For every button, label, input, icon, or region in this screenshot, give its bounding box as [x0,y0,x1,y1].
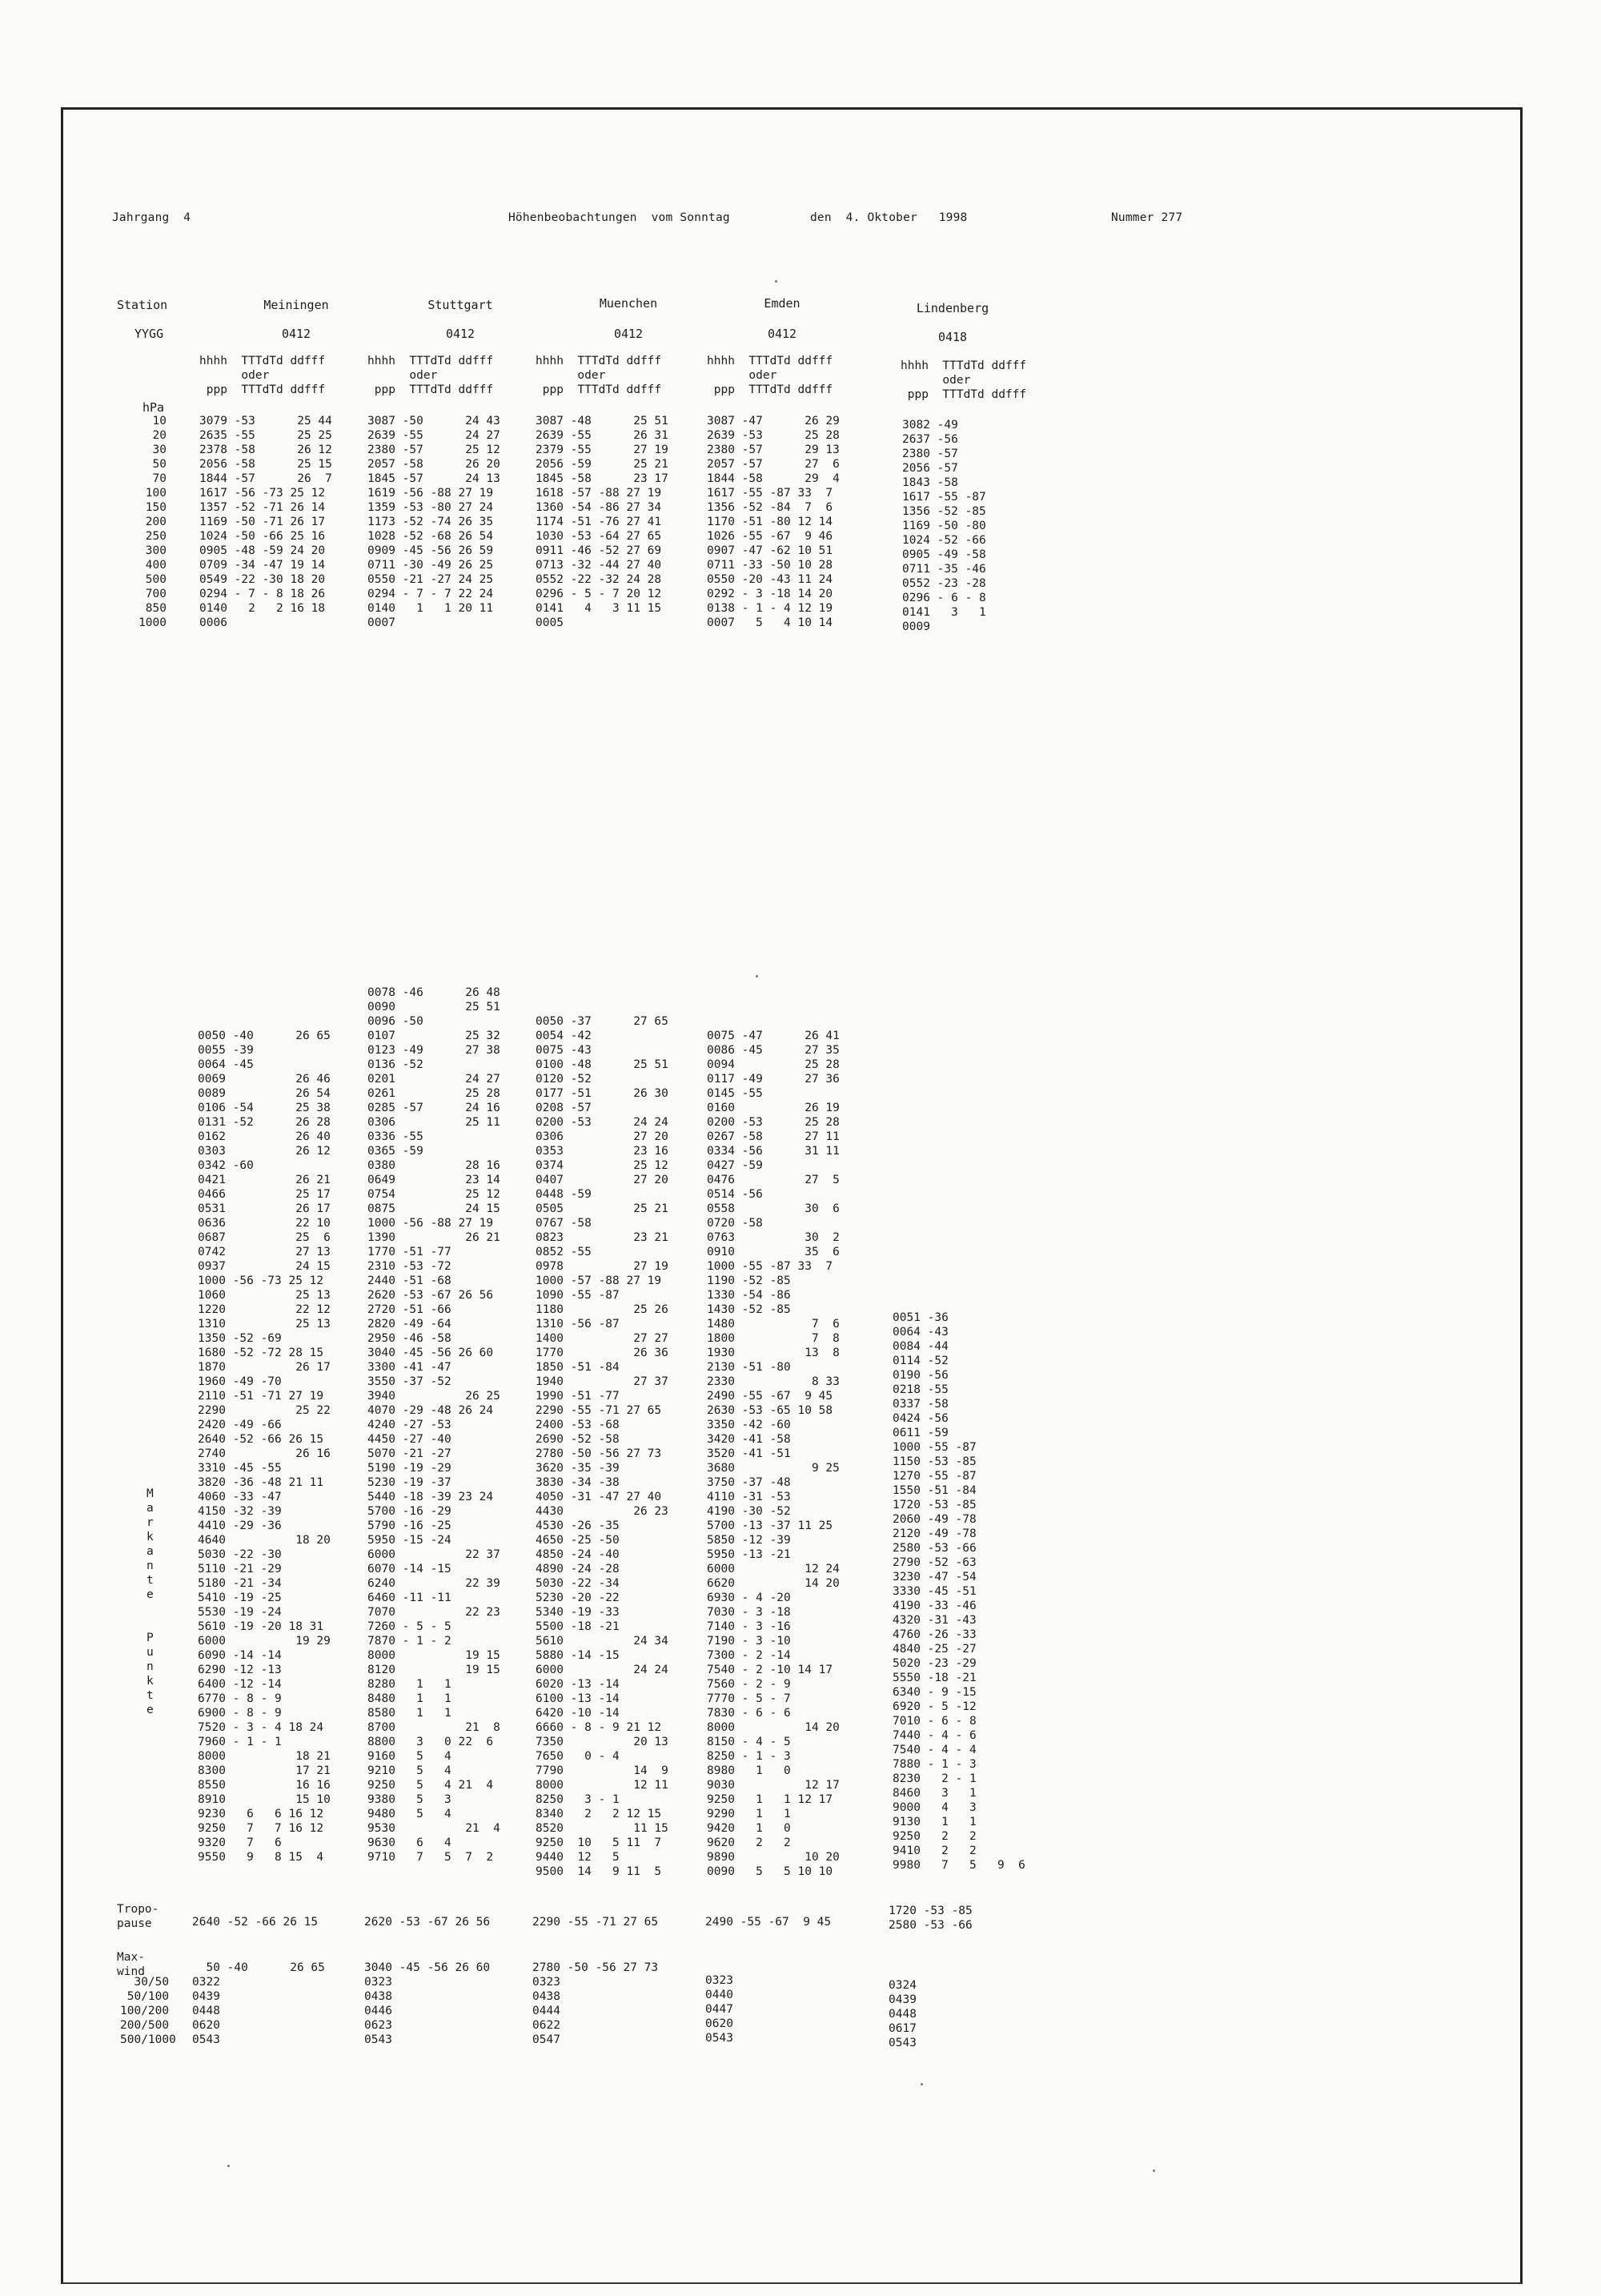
levels-meiningen: 3079 -53 25 44 2635 -55 25 25 2378 -58 26 12 2056 -58 25 15 1844 -57 26 7 1617 -56 -73 25 12 1357 -52 -71 26 14 1169 -50 -71 26 17 1024 -50 -66 25 16 0905 -48 -59 24 20 0709 -34 -47 19 14 0549 -22 -30 18 20 0294 - 7 - 8 18 26 0140 2 2 16 18 0006 [199,415,332,629]
station-name-lindenberg: Lindenberg [916,301,989,315]
scan-speck [921,2083,923,2085]
levels-emden: 3087 -47 26 29 2639 -53 25 28 2380 -57 29 13 2057 -57 27 6 1844 -58 29 4 1617 -55 -87 33 7 1356 -52 -84 7 6 1170 -51 -80 12 14 1026 -55 -67 9 46 0907 -47 -62 10 51 0711 -33 -50 10 28 0550 -20 -43 11 24 0292 - 3 -18 14 20 0138 - 1 - 4 12 19 0007 5 4 10 14 [707,415,840,629]
station-name-meiningen: Meiningen [263,298,329,312]
col-header-meiningen: hhhh TTTdTd ddfff oder ppp TTTdTd ddfff [199,355,326,396]
sig-points-lindenberg: 0051 -36 0064 -43 0084 -44 0114 -52 0190 -56 0218 -55 0337 -58 0424 -56 0611 -59 1000 -55 -87 1150 -53 -85 1270 -55 -87 1550 -51 -84 1720 -53 -85 2060 -49 -78 2120 -49 -78 2580 -53 -66 2790 -52 -63 3230 -47 -54 3330 -45 -51 4190 -33 -46 4320 -31 -43 4760 -26 -33 4840 -25 -27 5020 -23 -29 5550 -18 -21 6340 - 9 -15 6920 - 5 -12 7010 - 6 - 8 7440 - 4 - 6 7540 - 4 - 4 7880 - 1 - 3 8230 2 - 1 8460 3 1 9000 4 3 9130 1 1 9250 2 2 9410 2 2 9980 7 5 9 6 [893,1311,1025,1872]
station-name-muenchen: Muenchen [599,296,658,311]
hpa-label: hPa [142,400,165,415]
levels-muenchen: 3087 -48 25 51 2639 -55 26 31 2379 -55 27 19 2056 -59 25 21 1845 -58 23 17 1618 -57 -88 27 19 1360 -54 -86 27 34 1174 -51 -76 27 41 1030 -53 -64 27 65 0911 -46 -52 27 69 0713 -32 -44 27 40 0552 -22 -32 24 28 0296 - 5 - 7 20 12 0141 4 3 11 15 0005 [536,415,668,629]
scan-speck [1153,2170,1155,2172]
document-date: den 4. Oktober 1998 [810,211,968,224]
shear-stuttgart: 0323 0438 0446 0623 0543 [364,1976,392,2046]
yygg-muenchen: 0412 [613,327,644,341]
yygg-lindenberg: 0418 [937,330,968,344]
station-label: Station [117,298,168,312]
shear-lindenberg: 0324 0439 0448 0617 0543 [889,1979,917,2049]
maxwind-stuttgart: 3040 -45 -56 26 60 [364,1961,491,1974]
pressure-levels: 10 20 30 50 70 100 150 200 250 300 400 500 700 850 1000 [138,415,167,629]
sig-points-meiningen: 0050 -40 26 65 0055 -39 0064 -45 0069 26 46 0089 26 54 0106 -54 25 38 0131 -52 26 28 0162 26 40 0303 26 12 0342 -60 0421 26 21 0466 25 17 0531 26 17 0636 22 10 0687 25 6 0742 27 13 0937 24 15 1000 -56 -73 25 12 1060 25 13 1220 22 12 1310 25 13 1350 -52 -69 1680 -52 -72 28 15 1870 26 17 1960 -49 -70 2110 -51 -71 27 19 2290 25 22 2420 -49 -66 2640 -52 -66 26 15 2740 26 16 3310 -45 -55 3820 -36 -48 21 11 4060 -33 -47 4150 -32 -39 4410 -29 -36 4640 18 20 5030 -22 -30 5110 -21 -29 5180 -21 -34 5410 -19 -25 5530 -19 -24 5610 -19 -20 18 31 6000 19 29 6090 -14 -14 6290 -12 -13 6400 -12 -14 6770 - 8 - 9 6900 - 8 - 9 7520 - 3 - 4 18 24 7960 - 1 - 1 8000 18 21 8300 17 21 8550 16 16 8910 15 10 9230 6 6 16 12 9250 7 7 16 12 9320 7 6 9550 9 8 15 4 [198,1030,331,1864]
sig-points-emden: 0075 -47 26 41 0086 -45 27 35 0094 25 28 0117 -49 27 36 0145 -55 0160 26 19 0200 -53 25 28 0267 -58 27 11 0334 -56 31 11 0427 -59 0476 27 5 0514 -56 0558 30 6 0720 -58 0763 30 2 0910 35 6 1000 -55 -87 33 7 1190 -52 -85 1330 -54 -86 1430 -52 -85 1480 7 6 1800 7 8 1930 13 8 2130 -51 -80 2330 8 33 2490 -55 -67 9 45 2630 -53 -65 10 58 3350 -42 -60 3420 -41 -58 3520 -41 -51 3680 9 25 3750 -37 -48 4110 -31 -53 4190 -30 -52 5700 -13 -37 11 25 5850 -12 -39 5950 -13 -21 6000 12 24 6620 14 20 6930 - 4 -20 7030 - 3 -18 7140 - 3 -16 7190 - 3 -10 7300 - 2 -14 7540 - 2 -10 14 17 7560 - 2 - 9 7770 - 5 - 7 7830 - 6 - 6 8000 14 20 8150 - 4 - 5 8250 - 1 - 3 8980 1 0 9030 12 17 9250 1 1 12 17 9290 1 1 9420 1 0 9620 2 2 9890 10 20 0090 5 5 10 10 [707,1030,840,1878]
station-name-stuttgart: Stuttgart [427,298,493,312]
jahrgang-label: Jahrgang 4 [112,211,191,224]
shear-muenchen: 0323 0438 0444 0622 0547 [532,1976,560,2046]
col-header-emden: hhhh TTTdTd ddfff oder ppp TTTdTd ddfff [707,355,833,396]
shear-layers: 30/50 50/100 100/200 200/500 500/1000 [120,1976,176,2046]
levels-stuttgart: 3087 -50 24 43 2639 -55 24 27 2380 -57 25 12 2057 -58 26 20 1845 -57 24 13 1619 -56 -88 27 19 1359 -53 -80 27 24 1173 -52 -74 26 35 1028 -52 -68 26 54 0909 -45 -56 26 59 0711 -30 -49 26 25 0550 -21 -27 24 25 0294 - 7 - 7 22 24 0140 1 1 20 11 0007 [367,415,500,629]
col-header-lindenberg: hhhh TTTdTd ddfff oder ppp TTTdTd ddfff [901,359,1027,401]
tropopause-meiningen: 2640 -52 -66 26 15 [192,1916,319,1929]
maxwind-meiningen: 50 -40 26 65 [192,1961,325,1974]
tropopause-emden: 2490 -55 -67 9 45 [705,1916,832,1929]
tropopause-lindenberg: 1720 -53 -85 2580 -53 -66 [889,1905,973,1932]
sig-points-muenchen: 0050 -37 27 65 0054 -42 0075 -43 0100 -48 25 51 0120 -52 0177 -51 26 30 0208 -57 0200 -53 24 24 0306 27 20 0353 23 16 0374 25 12 0407 27 20 0448 -59 0505 25 21 0767 -58 0823 23 21 0852 -55 0978 27 19 1000 -57 -88 27 19 1090 -55 -87 1180 25 26 1310 -56 -87 1400 27 27 1770 26 36 1850 -51 -84 1940 27 37 1990 -51 -77 2290 -55 -71 27 65 2400 -53 -68 2690 -52 -58 2780 -50 -56 27 73 3620 -35 -39 3830 -34 -38 4050 -31 -47 27 40 4430 26 23 4530 -26 -35 4650 -25 -50 4850 -24 -40 4890 -24 -28 5030 -22 -34 5230 -20 -22 5340 -19 -33 5500 -18 -21 5610 24 34 5880 -14 -15 6000 24 24 6020 -13 -14 6100 -13 -14 6420 -10 -14 6660 - 8 - 9 21 12 7350 20 13 7650 0 - 4 7790 14 9 8000 12 11 8250 3 - 1 8340 2 2 12 15 8520 11 15 9250 10 5 11 7 9440 12 5 9500 14 9 11 5 [536,1015,668,1878]
yygg-stuttgart: 0412 [445,327,475,341]
maxwind-muenchen: 2780 -50 -56 27 73 [532,1961,659,1974]
scan-speck [756,975,758,977]
col-header-stuttgart: hhhh TTTdTd ddfff oder ppp TTTdTd ddfff [367,355,494,396]
col-header-muenchen: hhhh TTTdTd ddfff oder ppp TTTdTd ddfff [536,355,662,396]
station-name-emden: Emden [764,296,800,311]
yygg-meiningen: 0412 [281,327,311,341]
tropopause-muenchen: 2290 -55 -71 27 65 [532,1916,659,1929]
tropopause-label: Tropo- pause [117,1903,159,1930]
issue-number: Nummer 277 [1111,211,1183,224]
shear-meiningen: 0322 0439 0448 0620 0543 [192,1976,220,2046]
tropopause-stuttgart: 2620 -53 -67 26 56 [364,1916,491,1929]
shear-emden: 0323 0440 0447 0620 0543 [705,1974,733,2045]
markante-punkte-label: M a r k a n t e P u n k t e [146,1487,154,1716]
scan-speck [775,280,777,283]
scan-speck [227,2165,230,2167]
sig-points-stuttgart: 0078 -46 26 48 0090 25 51 0096 -50 0107 25 32 0123 -49 27 38 0136 -52 0201 24 27 0261 25 28 0285 -57 24 16 0306 25 11 0336 -55 0365 -59 0380 28 16 0649 23 14 0754 25 12 0875 24 15 1000 -56 -88 27 19 1390 26 21 1770 -51 -77 2310 -53 -72 2440 -51 -68 2620 -53 -67 26 56 2720 -51 -66 2820 -49 -64 2950 -46 -58 3040 -45 -56 26 60 3300 -41 -47 3550 -37 -52 3940 26 25 4070 -29 -48 26 24 4240 -27 -53 4450 -27 -40 5070 -21 -27 5190 -19 -29 5230 -19 -37 5440 -18 -39 23 24 5700 -16 -29 5790 -16 -25 5950 -15 -24 6000 22 37 6070 -14 -15 6240 22 39 6460 -11 -11 7070 22 23 7260 - 5 - 5 7870 - 1 - 2 8000 19 15 8120 19 15 8280 1 1 8480 1 1 8580 1 1 8700 21 8 8800 3 0 22 6 9160 5 4 9210 5 4 9250 5 4 21 4 9380 5 3 9480 5 4 9530 21 4 9630 6 4 9710 7 5 7 2 [367,986,500,1864]
yygg-label: YYGG [134,327,164,341]
yygg-emden: 0412 [767,327,797,341]
document-title: Höhenbeobachtungen vom Sonntag [508,211,730,224]
levels-lindenberg: 3082 -49 2637 -56 2380 -57 2056 -57 1843 -58 1617 -55 -87 1356 -52 -85 1169 -50 -80 1024 -52 -66 0905 -49 -58 0711 -35 -46 0552 -23 -28 0296 - 6 - 8 0141 3 1 0009 [902,419,986,633]
maxwind-label: Max- wind [117,1951,145,1978]
